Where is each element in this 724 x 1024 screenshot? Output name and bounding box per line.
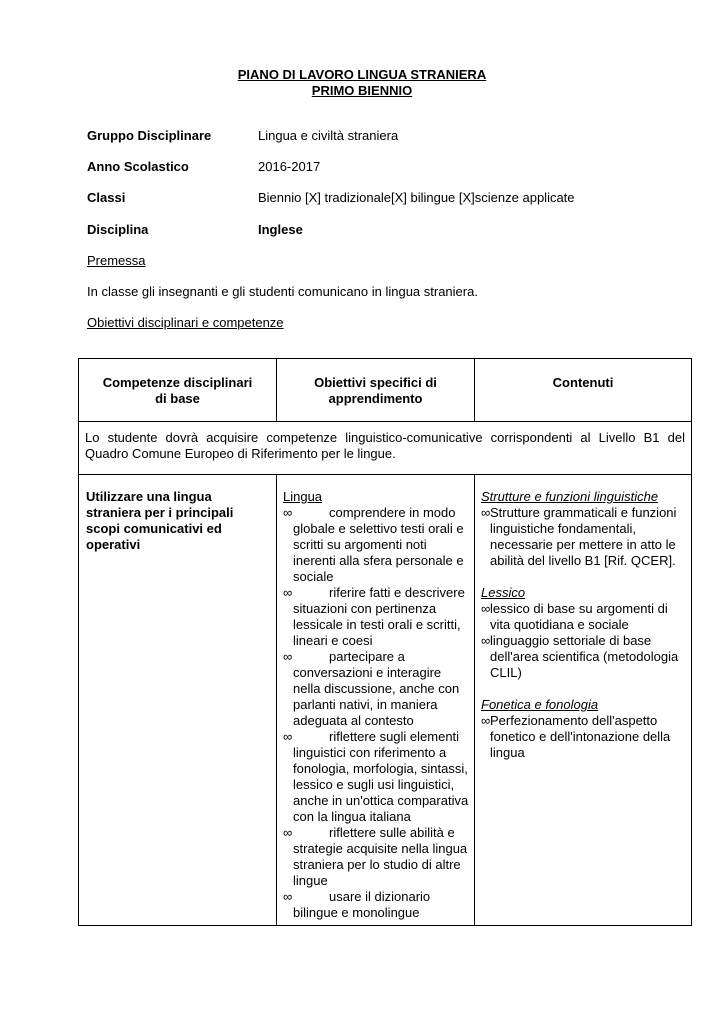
contents-heading-lessico: Lessico: [481, 585, 526, 600]
meta-value-classi: Biennio [X] tradizionale[X] bilingue [X]scienze applicate: [258, 190, 575, 205]
objectives-table: [78, 358, 692, 926]
meta-value-anno: 2016-2017: [258, 159, 321, 174]
infinity-bullet-icon: ∞: [481, 633, 491, 648]
contents-heading-strutture: Strutture e funzioni linguistiche: [481, 489, 659, 504]
infinity-bullet-icon: ∞: [283, 505, 293, 520]
header-contenuti: [475, 359, 692, 422]
table-header-row: [79, 359, 692, 422]
list-item: ∞ usare il dizionario bilingue e monolingue: [283, 889, 431, 920]
contents-cell: [475, 475, 692, 926]
list-item: ∞ riflettere sulle abilità e strategie acquisite nella lingua straniera per lo studio di altre lingue: [283, 825, 468, 888]
infinity-bullet-icon: ∞: [283, 889, 293, 904]
header-competenze: [79, 359, 277, 422]
infinity-bullet-icon: ∞: [481, 601, 491, 616]
intro-cell: Lo studente dovrà acquisire competenze linguistico-comunicative corrispondenti al Livello B1 del Quadro Comune Europeo di Riferimento per le lingue.: [79, 422, 692, 475]
infinity-bullet-icon: ∞: [283, 825, 293, 840]
objectives-cell: [277, 475, 475, 926]
infinity-bullet-icon: ∞: [481, 713, 491, 728]
meta-value-gruppo: Lingua e civiltà straniera: [258, 128, 399, 143]
header-obiettivi-line1: Obiettivi specifici di: [314, 375, 437, 390]
document-subtitle: PRIMO BIENNIO: [311, 83, 413, 98]
list-item: ∞ linguaggio settoriale di base dell'area scientifica (metodologia CLIL): [481, 633, 679, 680]
obiettivi-heading: Obiettivi disciplinari e competenze: [87, 315, 284, 330]
meta-label-classi: Classi: [87, 190, 126, 205]
competence-cell: Utilizzare una lingua straniera per i principali scopi comunicativi ed operativi: [79, 475, 277, 926]
document-title: PIANO DI LAVORO LINGUA STRANIERA: [237, 67, 487, 82]
list-item: ∞ Perfezionamento dell'aspetto fonetico e dell'intonazione della lingua: [481, 713, 671, 760]
table-intro-row: [79, 422, 692, 475]
premessa-text: In classe gli insegnanti e gli studenti comunicano in lingua straniera.: [87, 284, 478, 299]
list-item: ∞ riferire fatti e descrivere situazioni con pertinenza lessicale in testi orali e scritti, lineari e coesi: [283, 585, 465, 648]
infinity-bullet-icon: ∞: [283, 729, 293, 744]
header-obiettivi: [277, 359, 475, 422]
header-contenuti-line1: Contenuti: [552, 375, 614, 390]
infinity-bullet-icon: ∞: [481, 505, 491, 520]
meta-label-anno: Anno Scolastico: [87, 159, 189, 174]
list-item: ∞ lessico di base su argomenti di vita quotidiana e sociale: [481, 601, 668, 632]
meta-value-disciplina: Inglese: [258, 222, 303, 237]
header-competenze-line2: di base: [155, 391, 200, 406]
objectives-heading: Lingua: [283, 489, 323, 504]
list-item: ∞ Strutture grammaticali e funzioni linguistiche fondamentali, necessarie per mettere in atto le abilità del livello B1 [Rif. QCER].: [481, 505, 677, 568]
premessa-heading: Premessa: [87, 253, 146, 268]
meta-label-gruppo: Gruppo Disciplinare: [87, 128, 212, 143]
list-item: ∞ riflettere sugli elementi linguistici con riferimento a fonologia, morfologia, sintassi, lessico e sugli usi linguistici, anche in un'ottica comparativa con la lingua italiana: [283, 729, 469, 824]
meta-label-disciplina: Disciplina: [87, 222, 149, 237]
infinity-bullet-icon: ∞: [283, 649, 293, 664]
infinity-bullet-icon: ∞: [283, 585, 293, 600]
table-row: [79, 475, 692, 926]
list-item: ∞ partecipare a conversazioni e interagire nella discussione, anche con parlanti nativi, in maniera adeguata al contesto: [283, 649, 460, 728]
header-obiettivi-line2: apprendimento: [328, 391, 423, 406]
header-competenze-line1: Competenze disciplinari: [102, 375, 253, 390]
list-item: ∞ comprendere in modo globale e selettivo testi orali e scritti su argomenti noti inerenti alla sfera personale e sociale: [283, 505, 464, 584]
contents-heading-fonetica: Fonetica e fonologia: [481, 697, 599, 712]
